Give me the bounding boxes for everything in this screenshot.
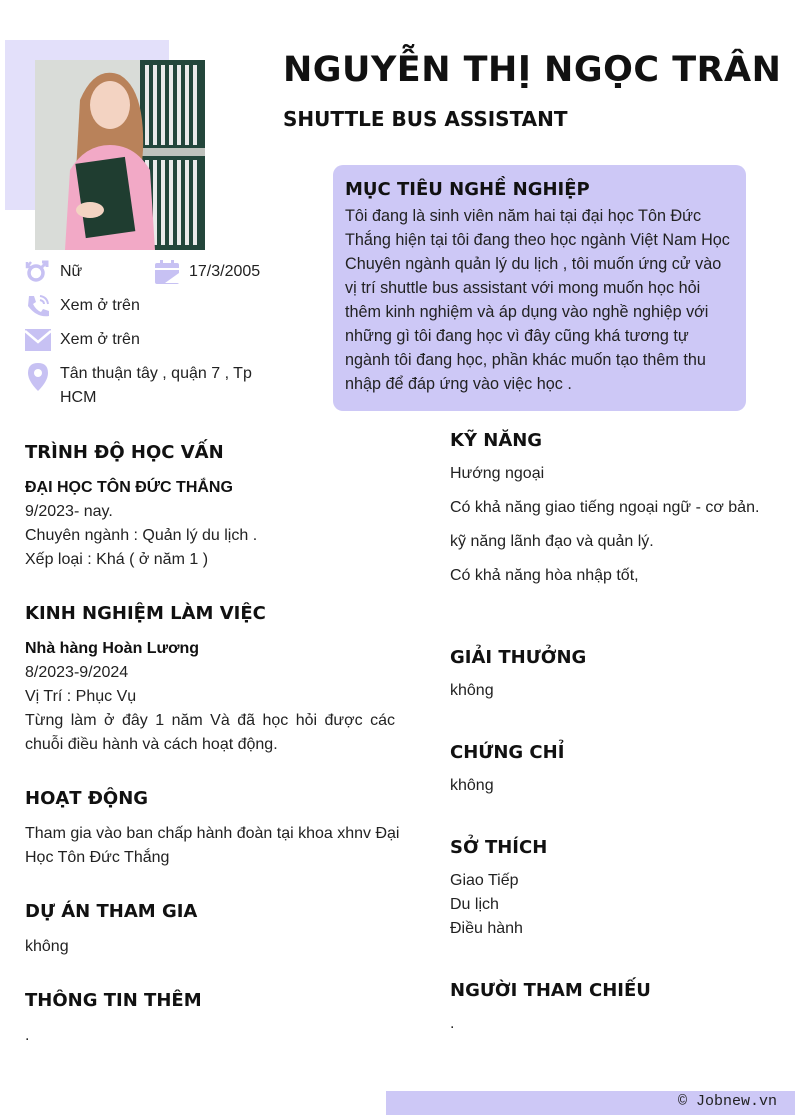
experience-period: 8/2023-9/2024 xyxy=(25,664,129,681)
gender-icon xyxy=(25,259,51,285)
skill-item: Có khả năng hòa nhập tốt, xyxy=(450,567,639,584)
footer-credit: © Jobnew.vn xyxy=(677,1093,777,1110)
education-period: 9/2023- nay. xyxy=(25,503,113,520)
objective-title: MỤC TIÊU NGHỀ NGHIỆP xyxy=(345,179,590,200)
experience-position: Vị Trí : Phục Vụ xyxy=(25,688,137,705)
education-major: Chuyên ngành : Quản lý du lịch . xyxy=(25,527,258,544)
projects-text: không xyxy=(25,938,69,955)
certificates-title: CHỨNG CHỈ xyxy=(450,742,565,763)
hobby-item: Giao Tiếp xyxy=(450,872,519,889)
activities-text: Tham gia vào ban chấp hành đoàn tại khoa xhnv Đại Học Tôn Đức Thắng xyxy=(25,825,400,866)
education-title: TRÌNH ĐỘ HỌC VẤN xyxy=(25,442,224,463)
awards-title: GIẢI THƯỞNG xyxy=(450,647,587,668)
education-rank: Xếp loại : Khá ( ở năm 1 ) xyxy=(25,551,209,568)
more-info-title: THÔNG TIN THÊM xyxy=(25,990,202,1011)
hobbies-title: SỞ THÍCH xyxy=(450,837,548,858)
objective-text: Tôi đang là sinh viên năm hai tại đại học Tôn Đức Thắng hiện tại tôi đang theo học ngành Việt Nam Học Chuyên ngành quản lý du lịch , tôi muốn ứng cử vào vị trí shuttle bus assistant với mong muốn học hỏi thêm kinh nghiệm và áp dụng vào nghề nghiệp với những gì tôi đang học vì đây cũng khá tương tự ngành tôi đang học, phần khác muốn tạo thêm thu nhập để đáp ứng vào việc học . xyxy=(345,207,730,393)
skill-item: Có khả năng giao tiếng ngoại ngữ - cơ bản. xyxy=(450,499,760,516)
email-value: Xem ở trên xyxy=(60,331,140,348)
references-title: NGƯỜI THAM CHIẾU xyxy=(450,980,651,1001)
skill-item: Hướng ngoại xyxy=(450,465,545,482)
phone-icon xyxy=(25,293,51,319)
experience-title: KINH NGHIỆM LÀM VIỆC xyxy=(25,603,266,624)
references-text: . xyxy=(450,1015,455,1032)
more-info-text: . xyxy=(25,1027,30,1044)
projects-title: DỰ ÁN THAM GIA xyxy=(25,901,198,922)
profile-photo xyxy=(35,60,205,250)
hobby-item: Điều hành xyxy=(450,920,523,937)
hobby-item: Du lịch xyxy=(450,896,499,913)
experience-description: Từng làm ở đây 1 năm Và đã học hỏi được các chuỗi điều hành và cách hoạt động. xyxy=(25,712,395,753)
birthday-value: 17/3/2005 xyxy=(189,263,261,280)
phone-value: Xem ở trên xyxy=(60,297,140,314)
candidate-name: NGUYỄN THỊ NGỌC TRÂN xyxy=(283,50,782,90)
email-icon xyxy=(25,327,51,353)
certificates-text: không xyxy=(450,777,494,794)
career-objective-box xyxy=(333,165,746,411)
experience-company: Nhà hàng Hoàn Lương xyxy=(25,640,200,657)
job-title: SHUTTLE BUS ASSISTANT xyxy=(283,107,568,131)
address-value: Tân thuận tây , quận 7 , Tp HCM xyxy=(60,365,252,406)
activities-title: HOẠT ĐỘNG xyxy=(25,788,149,809)
location-pin-icon xyxy=(25,362,51,388)
awards-text: không xyxy=(450,682,494,699)
skills-title: KỸ NĂNG xyxy=(450,430,543,451)
skill-item: kỹ năng lãnh đạo và quản lý. xyxy=(450,533,654,550)
education-school: ĐẠI HỌC TÔN ĐỨC THẮNG xyxy=(25,479,233,496)
calendar-icon xyxy=(154,259,180,285)
gender-value: Nữ xyxy=(60,263,83,280)
